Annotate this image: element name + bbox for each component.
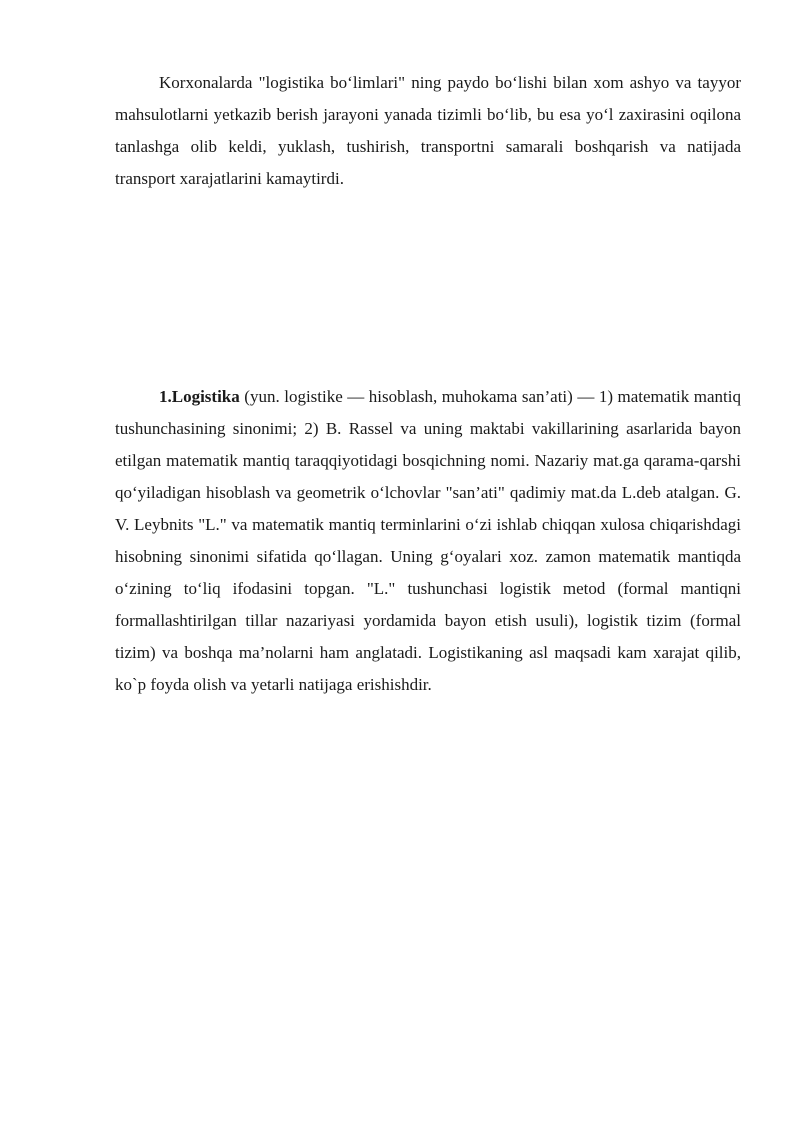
definition-paragraph — [115, 381, 741, 701]
intro-paragraph — [115, 67, 741, 195]
definition-body: (yun. logistike — hisoblash, muhokama san’ati) — 1) matematik mantiq tushunchasining sinonimi; 2) B. Rassel va uning maktabi vakillarining asarlarida bayon etilgan matematik mantiq taraqqiyotidagi bosqichning nomi. Nazariy mat.ga qarama-qarshi qo‘yiladigan hisoblash va geometrik o‘lchovlar "san’ati" qadimiy mat.da L.deb atalgan. G. V. Leybnits "L." va matematik mantiq terminlarini o‘zi ishlab chiqqan xulosa chiqarishdagi hisobning sinonimi sifatida qo‘llagan. Uning g‘oyalari xoz. zamon matematik mantiqda o‘zining to‘liq ifodasini topgan. "L." tushunchasi logistik metod (formal mantiqni formallashtirilgan tillar nazariyasi yordamida bayon etish usuli), logistik tizim (formal tizim) va boshqa ma’nolarni ham anglatadi. Logistikaning asl maqsadi kam xarajat qilib, ko`p foyda olish va yetarli natijaga erishishdir. — [115, 387, 741, 694]
intro-paragraph-text: Korxonalarda "logistika bo‘limlari" ning paydo bo‘lishi bilan xom ashyo va tayyor mahsulotlarni yetkazib berish jarayoni yanada tizimli bo‘lib, bu esa yo‘l zaxirasini oqilona tanlashga olib keldi, yuklash, tushirish, transportni samarali boshqarish va natijada transport xarajatlarini kamaytirdi. — [115, 73, 741, 188]
definition-term: 1.Logistika — [159, 387, 240, 406]
